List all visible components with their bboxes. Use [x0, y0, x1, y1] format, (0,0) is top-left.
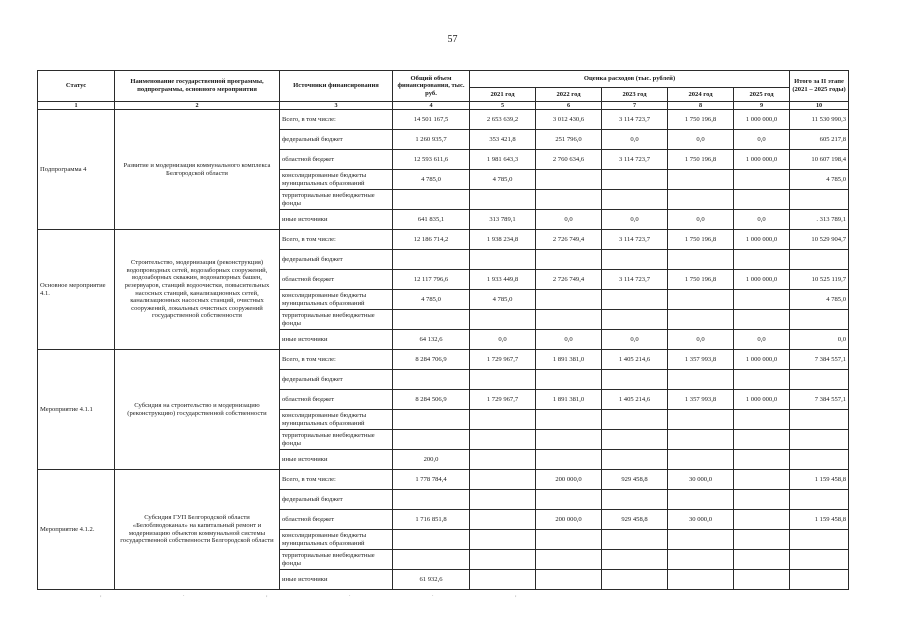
year-value-cell [668, 290, 734, 310]
year-value-cell: 1 981 643,3 [470, 150, 536, 170]
stage-total-cell: 0,0 [790, 330, 849, 350]
budget-table [37, 70, 849, 590]
stage-total-cell [790, 310, 849, 330]
stage-total-cell: 10 525 119,7 [790, 270, 849, 290]
year-value-cell [536, 290, 602, 310]
year-value-cell: 200 000,0 [536, 470, 602, 490]
year-value-cell: 1 357 993,8 [668, 350, 734, 370]
stage-total-cell: 10 529 904,7 [790, 230, 849, 250]
funding-source-cell: федеральный бюджет [280, 370, 393, 390]
funding-source-cell: иные источники [280, 210, 393, 230]
funding-source-cell: федеральный бюджет [280, 130, 393, 150]
year-value-cell: 1 729 967,7 [470, 350, 536, 370]
year-value-cell [734, 430, 790, 450]
status-cell: Основное мероприятие 4.1. [38, 230, 115, 350]
year-value-cell [470, 470, 536, 490]
year-value-cell [470, 250, 536, 270]
year-value-cell [668, 370, 734, 390]
year-value-cell: 1 000 000,0 [734, 350, 790, 370]
year-value-cell [536, 490, 602, 510]
year-value-cell [470, 430, 536, 450]
year-value-cell: 2 726 749,4 [536, 230, 602, 250]
funding-source-cell: областной бюджет [280, 390, 393, 410]
year-value-cell: 200 000,0 [536, 510, 602, 530]
year-value-cell [734, 550, 790, 570]
stage-total-cell: 1 159 458,8 [790, 510, 849, 530]
year-value-cell: 0,0 [668, 130, 734, 150]
funding-source-cell: областной бюджет [280, 270, 393, 290]
funding-source-cell: консолидированные бюджеты муниципальных образований [280, 290, 393, 310]
year-value-cell [536, 570, 602, 590]
year-value-cell [536, 250, 602, 270]
header-status: Статус [38, 71, 115, 102]
year-value-cell [668, 490, 734, 510]
year-value-cell [668, 550, 734, 570]
status-cell: Мероприятие 4.1.1 [38, 350, 115, 470]
year-value-cell: 2 726 749,4 [536, 270, 602, 290]
year-value-cell [536, 530, 602, 550]
stage-total-cell: 7 384 557,1 [790, 350, 849, 370]
year-value-cell [536, 310, 602, 330]
year-value-cell: 3 114 723,7 [602, 110, 668, 130]
funding-source-cell: областной бюджет [280, 150, 393, 170]
header-year: 2022 год [536, 88, 602, 102]
total-volume-cell [393, 550, 470, 570]
total-volume-cell: 1 778 784,4 [393, 470, 470, 490]
page-number: 57 [447, 34, 458, 45]
column-number: 5 [470, 102, 536, 110]
year-value-cell [602, 370, 668, 390]
header-year: 2025 год [734, 88, 790, 102]
year-value-cell: 1 750 196,8 [668, 150, 734, 170]
funding-source-cell: иные источники [280, 450, 393, 470]
stage-total-cell [790, 530, 849, 550]
year-value-cell: 1 933 449,8 [470, 270, 536, 290]
stage-total-cell: 11 530 990,3 [790, 110, 849, 130]
year-value-cell [536, 450, 602, 470]
table-row [38, 350, 849, 370]
stage-total-cell: . 313 789,1 [790, 210, 849, 230]
year-value-cell [734, 250, 790, 270]
year-value-cell [602, 290, 668, 310]
year-value-cell [668, 570, 734, 590]
year-value-cell: 929 458,8 [602, 470, 668, 490]
year-value-cell: 1 729 967,7 [470, 390, 536, 410]
funding-source-cell: территориальные внебюджетные фонды [280, 550, 393, 570]
year-value-cell [734, 190, 790, 210]
year-value-cell [602, 190, 668, 210]
year-value-cell: 1 000 000,0 [734, 270, 790, 290]
year-value-cell: 3 114 723,7 [602, 270, 668, 290]
year-value-cell [536, 430, 602, 450]
stage-total-cell [790, 570, 849, 590]
year-value-cell [536, 550, 602, 570]
year-value-cell [470, 550, 536, 570]
total-volume-cell: 8 284 506,9 [393, 390, 470, 410]
total-volume-cell [393, 310, 470, 330]
stage-total-cell [790, 190, 849, 210]
stage-total-cell: 7 384 557,1 [790, 390, 849, 410]
table-body [38, 110, 849, 590]
year-value-cell [668, 190, 734, 210]
total-volume-cell [393, 370, 470, 390]
year-value-cell [602, 490, 668, 510]
year-value-cell: 353 421,8 [470, 130, 536, 150]
year-value-cell [470, 190, 536, 210]
year-value-cell: 0,0 [734, 210, 790, 230]
total-volume-cell: 61 932,6 [393, 570, 470, 590]
total-volume-cell: 14 501 167,5 [393, 110, 470, 130]
year-value-cell [668, 450, 734, 470]
year-value-cell: 1 750 196,8 [668, 110, 734, 130]
year-value-cell: 3 114 723,7 [602, 230, 668, 250]
year-value-cell: 313 789,1 [470, 210, 536, 230]
total-volume-cell: 4 785,0 [393, 290, 470, 310]
year-value-cell: 0,0 [536, 330, 602, 350]
year-value-cell [602, 170, 668, 190]
year-value-cell [602, 550, 668, 570]
year-value-cell [470, 450, 536, 470]
header-year: 2021 год [470, 88, 536, 102]
year-value-cell [734, 490, 790, 510]
funding-source-cell: территориальные внебюджетные фонды [280, 190, 393, 210]
column-number: 9 [734, 102, 790, 110]
column-number: 10 [790, 102, 849, 110]
table-row [38, 470, 849, 490]
year-value-cell [602, 310, 668, 330]
program-name-cell: Субсидия на строительство и модернизацию (реконструкцию) государственной собственности [115, 350, 280, 470]
year-value-cell: 1 000 000,0 [734, 230, 790, 250]
stage-total-cell [790, 490, 849, 510]
year-value-cell: 0,0 [668, 210, 734, 230]
year-value-cell: 0,0 [734, 130, 790, 150]
header-name: Наименование государственной программы, подпрограммы, основного мероприятия [115, 71, 280, 102]
stage-total-cell: 4 785,0 [790, 170, 849, 190]
header-estimate: Оценка расходов (тыс. рублей) [470, 71, 790, 88]
year-value-cell [602, 430, 668, 450]
year-value-cell [734, 370, 790, 390]
total-volume-cell: 12 593 611,6 [393, 150, 470, 170]
year-value-cell [602, 410, 668, 430]
program-name-cell: Строительство, модернизация (реконструкция) водопроводных сетей, водозаборных сооружений, водозаборных скважин, водонапорных башен, резервуаров, станций водоочистки, повысительных насосных станций, канализационных сетей, канализационных насосных станций, очистных сооружений, локальных очистных сооружений государственной собственности [115, 230, 280, 350]
total-volume-cell: 64 132,6 [393, 330, 470, 350]
stage-total-cell [790, 410, 849, 430]
year-value-cell [668, 430, 734, 450]
year-value-cell: 3 012 430,6 [536, 110, 602, 130]
stage-total-cell [790, 430, 849, 450]
total-volume-cell: 200,0 [393, 450, 470, 470]
total-volume-cell [393, 250, 470, 270]
year-value-cell: 2 760 634,6 [536, 150, 602, 170]
stage-total-cell: 10 607 198,4 [790, 150, 849, 170]
funding-source-cell: федеральный бюджет [280, 490, 393, 510]
year-value-cell: 0,0 [734, 330, 790, 350]
total-volume-cell: 12 186 714,2 [393, 230, 470, 250]
year-value-cell: 30 000,0 [668, 470, 734, 490]
funding-source-cell: консолидированные бюджеты муниципальных образований [280, 170, 393, 190]
year-value-cell [668, 170, 734, 190]
stage-total-cell [790, 370, 849, 390]
year-value-cell: 0,0 [470, 330, 536, 350]
funding-source-cell: федеральный бюджет [280, 250, 393, 270]
year-value-cell [470, 370, 536, 390]
header-year: 2024 год [668, 88, 734, 102]
year-value-cell [734, 170, 790, 190]
scan-marks: , . , . . , [100, 592, 557, 598]
year-value-cell: 0,0 [602, 130, 668, 150]
year-value-cell: 30 000,0 [668, 510, 734, 530]
funding-source-cell: Всего, в том числе: [280, 110, 393, 130]
year-value-cell [602, 570, 668, 590]
year-value-cell [668, 310, 734, 330]
year-value-cell: 1 405 214,6 [602, 350, 668, 370]
funding-source-cell: территориальные внебюджетные фонды [280, 430, 393, 450]
year-value-cell [470, 310, 536, 330]
year-value-cell [602, 530, 668, 550]
table-header [38, 71, 849, 110]
funding-source-cell: Всего, в том числе: [280, 470, 393, 490]
year-value-cell [734, 290, 790, 310]
status-cell: Подпрограмма 4 [38, 110, 115, 230]
year-value-cell [602, 450, 668, 470]
year-value-cell: 0,0 [668, 330, 734, 350]
stage-total-cell: 605 217,8 [790, 130, 849, 150]
year-value-cell [734, 310, 790, 330]
stage-total-cell [790, 450, 849, 470]
total-volume-cell [393, 490, 470, 510]
year-value-cell: 1 357 993,8 [668, 390, 734, 410]
year-value-cell: 1 938 234,8 [470, 230, 536, 250]
year-value-cell: 0,0 [602, 210, 668, 230]
total-volume-cell: 641 835,1 [393, 210, 470, 230]
year-value-cell [668, 250, 734, 270]
stage-total-cell [790, 550, 849, 570]
total-volume-cell: 4 785,0 [393, 170, 470, 190]
total-volume-cell: 12 117 796,6 [393, 270, 470, 290]
year-value-cell [602, 250, 668, 270]
column-number: 7 [602, 102, 668, 110]
year-value-cell [734, 570, 790, 590]
header-total-volume: Общий объем финансирования, тыс. руб. [393, 71, 470, 102]
total-volume-cell: 8 284 706,9 [393, 350, 470, 370]
year-value-cell: 1 750 196,8 [668, 230, 734, 250]
total-volume-cell: 1 716 851,8 [393, 510, 470, 530]
year-value-cell [668, 530, 734, 550]
funding-source-cell: иные источники [280, 330, 393, 350]
stage-total-cell: 4 785,0 [790, 290, 849, 310]
total-volume-cell [393, 410, 470, 430]
status-cell: Мероприятие 4.1.2. [38, 470, 115, 590]
header-sources: Источники финансирования [280, 71, 393, 102]
program-name-cell: Развитие и модернизация коммунального комплекса Белгородской области [115, 110, 280, 230]
funding-source-cell: областной бюджет [280, 510, 393, 530]
year-value-cell [470, 410, 536, 430]
stage-total-cell [790, 250, 849, 270]
year-value-cell: 1 750 196,8 [668, 270, 734, 290]
header-year: 2023 год [602, 88, 668, 102]
column-number: 3 [280, 102, 393, 110]
column-number: 8 [668, 102, 734, 110]
year-value-cell [734, 510, 790, 530]
year-value-cell: 1 000 000,0 [734, 110, 790, 130]
year-value-cell: 1 000 000,0 [734, 150, 790, 170]
column-number: 6 [536, 102, 602, 110]
year-value-cell [470, 530, 536, 550]
year-value-cell: 2 653 639,2 [470, 110, 536, 130]
year-value-cell [536, 170, 602, 190]
total-volume-cell [393, 530, 470, 550]
year-value-cell [734, 530, 790, 550]
year-value-cell: 4 785,0 [470, 170, 536, 190]
year-value-cell: 4 785,0 [470, 290, 536, 310]
year-value-cell [470, 510, 536, 530]
column-number: 1 [38, 102, 115, 110]
year-value-cell: 3 114 723,7 [602, 150, 668, 170]
funding-source-cell: Всего, в том числе: [280, 230, 393, 250]
column-number: 2 [115, 102, 280, 110]
year-value-cell [536, 190, 602, 210]
year-value-cell [734, 470, 790, 490]
header-stage-total: Итого за II этапе (2021 – 2025 годы) [790, 71, 849, 102]
year-value-cell [536, 370, 602, 390]
total-volume-cell [393, 430, 470, 450]
funding-source-cell: территориальные внебюджетные фонды [280, 310, 393, 330]
year-value-cell [470, 570, 536, 590]
year-value-cell: 1 405 214,6 [602, 390, 668, 410]
program-name-cell: Субсидия ГУП Белгородской области «Белоблводоканал» на капитальный ремонт и модернизацию объектов коммунальной системы государственной собственности Белгородской области [115, 470, 280, 590]
stage-total-cell: 1 159 458,8 [790, 470, 849, 490]
funding-source-cell: Всего, в том числе: [280, 350, 393, 370]
table-row [38, 110, 849, 130]
year-value-cell [470, 490, 536, 510]
total-volume-cell [393, 190, 470, 210]
year-value-cell: 251 796,0 [536, 130, 602, 150]
year-value-cell [668, 410, 734, 430]
year-value-cell: 1 000 000,0 [734, 390, 790, 410]
table-row [38, 230, 849, 250]
year-value-cell: 0,0 [536, 210, 602, 230]
funding-source-cell: иные источники [280, 570, 393, 590]
funding-source-cell: консолидированные бюджеты муниципальных образований [280, 530, 393, 550]
year-value-cell: 929 458,8 [602, 510, 668, 530]
year-value-cell [536, 410, 602, 430]
year-value-cell: 1 891 381,0 [536, 350, 602, 370]
year-value-cell: 0,0 [602, 330, 668, 350]
year-value-cell [734, 450, 790, 470]
year-value-cell: 1 891 381,0 [536, 390, 602, 410]
column-number: 4 [393, 102, 470, 110]
funding-source-cell: консолидированные бюджеты муниципальных образований [280, 410, 393, 430]
year-value-cell [734, 410, 790, 430]
total-volume-cell: 1 260 935,7 [393, 130, 470, 150]
